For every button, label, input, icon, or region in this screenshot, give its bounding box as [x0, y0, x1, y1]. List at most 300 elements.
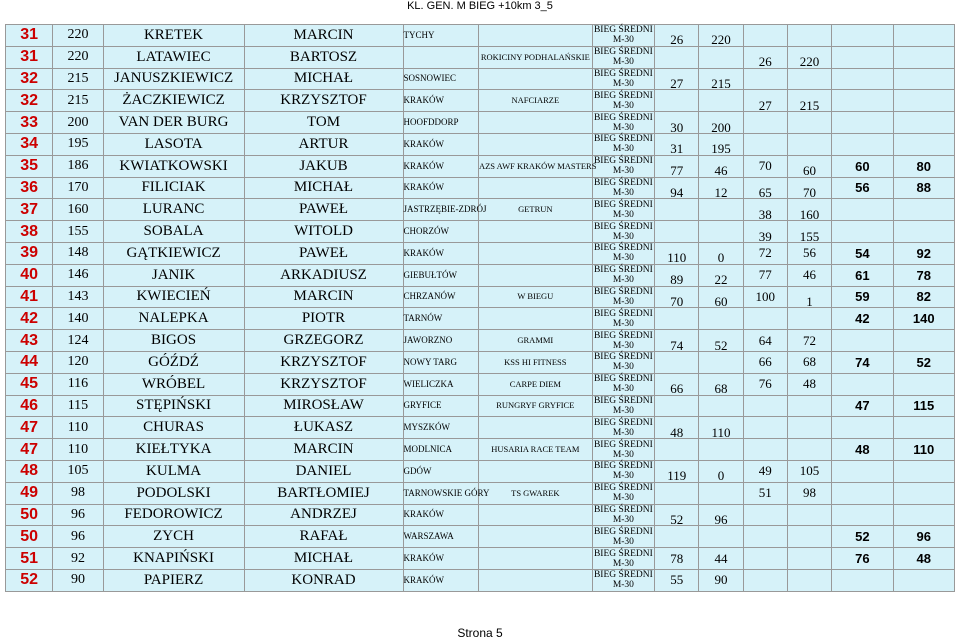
race-result-cell	[655, 25, 699, 47]
category-label: BIEG ŚREDNI	[593, 395, 653, 406]
race-result-cell-value: 60	[714, 293, 728, 309]
summary-cell-value: 76	[855, 551, 870, 567]
first-name-cell	[244, 330, 403, 352]
club-cell	[478, 417, 592, 439]
race-result-cell	[699, 373, 743, 395]
place-cell	[6, 482, 53, 504]
category-cell	[592, 548, 654, 570]
summary-cell	[832, 155, 893, 177]
category-sub: M-30	[612, 57, 634, 68]
points-cell-value: 220	[67, 49, 89, 65]
place-cell-value: 44	[20, 353, 39, 371]
first-name-cell-value: KRZYSZTOF	[280, 353, 367, 370]
category-label: BIEG ŚREDNI	[593, 374, 653, 385]
city-cell	[403, 439, 478, 461]
summary-cell-value: 52	[855, 529, 870, 545]
place-cell	[6, 569, 53, 591]
points-cell	[53, 417, 103, 439]
place-cell-value: 38	[20, 222, 39, 240]
summary-cell	[832, 526, 893, 548]
place-cell-value: 47	[20, 418, 39, 436]
points-cell-value: 200	[67, 114, 89, 130]
summary-cell	[893, 264, 954, 286]
first-name-cell-value: KRZYSZTOF	[280, 92, 367, 109]
points-cell	[53, 286, 103, 308]
place-cell-value: 39	[20, 244, 39, 262]
table-row	[6, 439, 955, 461]
race-result-cell	[699, 264, 743, 286]
last-name-cell	[103, 439, 244, 461]
category-cell	[592, 221, 654, 243]
points-cell-value: 146	[67, 267, 89, 283]
first-name-cell-value: WITOLD	[294, 223, 353, 240]
category-cell	[592, 504, 654, 526]
place-cell-value: 32	[20, 91, 39, 109]
points-cell-value: 143	[67, 288, 89, 304]
race-result-cell	[655, 221, 699, 243]
city-cell	[403, 68, 478, 90]
race-result-cell	[743, 177, 787, 199]
club-cell-value: CARPE DIEM	[509, 378, 561, 389]
category-label: BIEG ŚREDNI	[593, 68, 653, 79]
summary-cell	[832, 112, 893, 134]
race-result-cell	[787, 177, 831, 199]
first-name-cell-value: ARTUR	[298, 135, 349, 152]
points-cell	[53, 242, 103, 264]
race-result-cell-value: 78	[670, 550, 684, 566]
club-cell	[478, 395, 592, 417]
last-name-cell	[103, 46, 244, 68]
table-row	[6, 330, 955, 352]
city-cell-value: MYSZKÓW	[403, 422, 450, 433]
last-name-cell-value: JANUSZKIEWICZ	[113, 70, 234, 87]
points-cell	[53, 177, 103, 199]
last-name-cell-value: LURANC	[142, 201, 205, 218]
race-result-cell	[699, 526, 743, 548]
city-cell-value: CHORZÓW	[403, 226, 449, 237]
club-cell-value: KSS HI FITNESS	[504, 356, 567, 367]
last-name-cell	[103, 25, 244, 47]
summary-cell	[832, 25, 893, 47]
category-cell	[592, 351, 654, 373]
race-result-cell	[743, 112, 787, 134]
race-result-cell	[787, 199, 831, 221]
category-label: BIEG ŚREDNI	[593, 548, 653, 559]
race-result-cell	[787, 133, 831, 155]
city-cell	[403, 351, 478, 373]
points-cell-value: 155	[67, 223, 89, 239]
last-name-cell-value: KULMA	[146, 462, 202, 479]
place-cell	[6, 526, 53, 548]
club-cell-value: HUSARIA RACE TEAM	[491, 444, 580, 455]
table-row	[6, 90, 955, 112]
last-name-cell	[103, 504, 244, 526]
city-cell	[403, 25, 478, 47]
city-cell	[403, 482, 490, 504]
summary-cell	[893, 395, 954, 417]
race-result-cell-value: 31	[670, 141, 684, 157]
place-cell	[6, 46, 53, 68]
category-cell	[592, 286, 654, 308]
city-cell	[403, 112, 478, 134]
points-cell	[53, 548, 103, 570]
summary-cell-value: 110	[913, 442, 935, 458]
category-label: BIEG ŚREDNI	[593, 439, 653, 450]
race-result-cell	[787, 526, 831, 548]
race-result-cell-value: 77	[758, 267, 772, 283]
city-cell	[403, 330, 478, 352]
table-row	[6, 68, 955, 90]
last-name-cell	[103, 90, 244, 112]
table-row	[6, 221, 955, 243]
category-sub: M-30	[612, 427, 634, 438]
first-name-cell	[244, 112, 403, 134]
summary-cell-value: 80	[916, 158, 931, 174]
race-result-cell-value: 1	[806, 293, 813, 309]
club-cell	[478, 373, 592, 395]
race-result-cell	[655, 90, 699, 112]
summary-cell-value: 54	[855, 245, 870, 261]
last-name-cell-value: KNAPIŃSKI	[133, 550, 214, 567]
race-result-cell	[699, 242, 743, 264]
summary-cell	[893, 68, 954, 90]
first-name-cell	[244, 68, 403, 90]
race-result-cell	[699, 482, 743, 504]
first-name-cell-value: MICHAŁ	[293, 550, 354, 567]
table-row	[6, 286, 955, 308]
last-name-cell	[103, 133, 244, 155]
city-cell	[403, 46, 478, 68]
race-result-cell	[655, 417, 699, 439]
race-result-cell	[743, 308, 787, 330]
place-cell	[6, 417, 53, 439]
last-name-cell	[103, 373, 244, 395]
city-cell	[403, 417, 478, 439]
club-cell-value: ROKICINY PODHALAŃSKIE	[480, 51, 590, 62]
summary-cell	[893, 482, 954, 504]
club-cell-value: W BIEGU	[517, 291, 554, 302]
last-name-cell-value: LATAWIEC	[136, 48, 211, 65]
category-label: BIEG ŚREDNI	[593, 352, 653, 363]
first-name-cell	[244, 177, 403, 199]
points-cell	[53, 155, 103, 177]
last-name-cell	[103, 286, 244, 308]
race-result-cell	[699, 25, 743, 47]
last-name-cell-value: STĘPIŃSKI	[136, 397, 212, 414]
race-result-cell-value: 90	[714, 572, 728, 588]
points-cell-value: 96	[70, 506, 85, 522]
race-result-cell-value: 66	[758, 354, 772, 370]
club-cell-value: NAFCIARZE	[511, 95, 560, 106]
points-cell-value: 215	[67, 92, 89, 108]
first-name-cell-value: GRZEGORZ	[283, 332, 364, 349]
category-label: BIEG ŚREDNI	[593, 47, 653, 58]
category-sub: M-30	[612, 471, 634, 482]
category-sub: M-30	[612, 166, 634, 177]
summary-cell	[832, 68, 893, 90]
first-name-cell	[244, 90, 403, 112]
summary-cell	[832, 242, 893, 264]
category-cell	[592, 133, 654, 155]
city-cell-value: KRAKÓW	[403, 95, 444, 106]
club-cell-value: TS GWAREK	[511, 487, 560, 498]
city-cell-value: JASTRZĘBIE-ZDRÓJ	[403, 204, 487, 215]
race-result-cell-value: 55	[670, 572, 684, 588]
first-name-cell	[244, 133, 403, 155]
category-label: BIEG ŚREDNI	[593, 417, 653, 428]
category-sub: M-30	[612, 580, 634, 591]
summary-cell-value: 88	[916, 180, 931, 196]
race-result-cell	[699, 548, 743, 570]
race-result-cell	[743, 90, 787, 112]
race-result-cell	[787, 155, 831, 177]
race-result-cell	[743, 548, 787, 570]
club-cell-value: GRAMMI	[517, 335, 554, 346]
last-name-cell	[103, 221, 244, 243]
points-cell	[53, 68, 103, 90]
club-cell	[478, 46, 592, 68]
summary-cell	[893, 351, 954, 373]
place-cell-value: 45	[20, 375, 39, 393]
city-cell-value: KRAKÓW	[403, 138, 444, 149]
summary-cell-value: 52	[916, 354, 931, 370]
race-result-cell	[699, 439, 743, 461]
last-name-cell-value: KRETEK	[143, 26, 204, 43]
race-result-cell	[655, 68, 699, 90]
points-cell-value: 92	[70, 550, 85, 566]
race-result-cell	[699, 460, 743, 482]
city-cell-value: WARSZAWA	[403, 531, 454, 542]
race-result-cell	[699, 351, 743, 373]
category-label: BIEG ŚREDNI	[593, 504, 653, 515]
place-cell	[6, 286, 53, 308]
table-row	[6, 482, 955, 504]
first-name-cell	[244, 460, 403, 482]
summary-cell	[832, 133, 893, 155]
first-name-cell-value: MARCIN	[293, 26, 354, 43]
first-name-cell	[244, 482, 403, 504]
category-sub: M-30	[612, 78, 634, 89]
table-row	[6, 133, 955, 155]
points-cell-value: 116	[67, 376, 89, 392]
race-result-cell-value: 76	[758, 376, 772, 392]
category-sub: M-30	[612, 231, 634, 242]
last-name-cell	[103, 351, 244, 373]
race-result-cell	[655, 569, 699, 591]
summary-cell	[893, 133, 954, 155]
points-cell	[53, 112, 103, 134]
table-row	[6, 177, 955, 199]
race-result-cell	[787, 221, 831, 243]
category-sub: M-30	[612, 405, 634, 416]
category-sub: M-30	[612, 493, 634, 504]
category-cell	[592, 308, 654, 330]
race-result-cell-value: 68	[714, 381, 728, 397]
points-cell	[53, 25, 103, 47]
place-cell-value: 33	[20, 113, 39, 131]
table-row	[6, 155, 955, 177]
place-cell	[6, 90, 53, 112]
table-row	[6, 242, 955, 264]
category-cell	[592, 112, 654, 134]
race-result-cell-value: 51	[758, 485, 772, 501]
club-cell	[478, 286, 592, 308]
summary-cell	[893, 221, 954, 243]
summary-cell	[893, 460, 954, 482]
race-result-cell	[655, 286, 699, 308]
last-name-cell	[103, 417, 244, 439]
race-result-cell	[787, 112, 831, 134]
race-result-cell	[655, 177, 699, 199]
race-result-cell-value: 52	[714, 337, 728, 353]
race-result-cell-value: 27	[670, 75, 684, 91]
place-cell	[6, 25, 53, 47]
summary-cell	[893, 504, 954, 526]
place-cell	[6, 112, 53, 134]
summary-cell	[893, 439, 954, 461]
race-result-cell	[787, 439, 831, 461]
city-cell	[403, 177, 478, 199]
last-name-cell-value: GÓŹDŹ	[148, 353, 199, 370]
first-name-cell-value: MARCIN	[293, 441, 354, 458]
category-label: BIEG ŚREDNI	[593, 265, 653, 276]
race-result-cell	[743, 46, 787, 68]
points-cell	[53, 351, 103, 373]
first-name-cell-value: ARKADIUSZ	[280, 266, 367, 283]
race-result-cell	[743, 417, 787, 439]
place-cell	[6, 351, 53, 373]
first-name-cell	[244, 351, 403, 373]
first-name-cell-value: MICHAŁ	[293, 179, 354, 196]
city-cell	[403, 373, 478, 395]
category-cell	[592, 526, 654, 548]
race-result-cell-value: 96	[714, 511, 728, 527]
summary-cell	[893, 308, 954, 330]
summary-cell	[832, 460, 893, 482]
race-result-cell-value: 195	[711, 141, 731, 157]
points-cell-value: 124	[67, 332, 89, 348]
race-result-cell-value: 220	[711, 32, 731, 48]
category-cell	[592, 439, 654, 461]
place-cell	[6, 460, 53, 482]
club-cell	[478, 308, 592, 330]
first-name-cell	[244, 308, 403, 330]
category-sub: M-30	[612, 514, 634, 525]
club-cell	[478, 199, 592, 221]
category-sub: M-30	[612, 253, 634, 264]
category-cell	[592, 373, 654, 395]
race-result-cell	[743, 373, 787, 395]
place-cell-value: 50	[20, 505, 39, 523]
race-result-cell	[743, 526, 787, 548]
place-cell-value: 47	[20, 440, 39, 458]
category-cell	[592, 417, 654, 439]
race-result-cell-value: 70	[758, 158, 772, 174]
first-name-cell-value: MIROSŁAW	[283, 397, 364, 414]
race-result-cell	[699, 417, 743, 439]
category-sub: M-30	[612, 187, 634, 198]
city-cell-value: GRYFICE	[403, 400, 442, 411]
place-cell	[6, 504, 53, 526]
city-cell-value: KRAKÓW	[403, 247, 444, 258]
race-result-cell	[655, 112, 699, 134]
club-cell	[478, 504, 592, 526]
club-cell	[478, 548, 592, 570]
race-result-cell-value: 105	[799, 463, 820, 479]
last-name-cell-value: WRÓBEL	[141, 375, 206, 392]
category-sub: M-30	[612, 100, 634, 111]
summary-cell	[832, 439, 893, 461]
table-row	[6, 308, 955, 330]
last-name-cell-value: LASOTA	[144, 135, 203, 152]
page-title: KL. GEN. M BIEG +10km 3_5	[407, 0, 553, 12]
summary-cell	[832, 308, 893, 330]
points-cell	[53, 373, 103, 395]
points-cell	[53, 90, 103, 112]
place-cell-value: 50	[20, 527, 39, 545]
club-cell	[478, 68, 592, 90]
city-cell-value: CHRZANÓW	[403, 291, 456, 302]
category-sub: M-30	[612, 362, 634, 373]
category-cell	[592, 25, 654, 47]
city-cell-value: KRAKÓW	[403, 182, 444, 193]
place-cell-value: 40	[20, 266, 39, 284]
points-cell-value: 160	[67, 201, 89, 217]
table-row	[6, 526, 955, 548]
first-name-cell-value: JAKUB	[299, 157, 348, 174]
summary-cell	[893, 155, 954, 177]
last-name-cell	[103, 155, 244, 177]
first-name-cell	[244, 199, 403, 221]
race-result-cell	[743, 133, 787, 155]
race-result-cell	[743, 504, 787, 526]
summary-cell	[893, 242, 954, 264]
summary-cell	[832, 330, 893, 352]
category-label: BIEG ŚREDNI	[593, 526, 653, 537]
summary-cell	[832, 90, 893, 112]
points-cell-value: 170	[67, 179, 89, 195]
place-cell-value: 37	[20, 200, 39, 218]
first-name-cell-value: RAFAŁ	[299, 528, 348, 545]
points-cell	[53, 395, 103, 417]
last-name-cell-value: PAPIERZ	[143, 571, 204, 588]
city-cell-value: WIELICZKA	[403, 378, 454, 389]
race-result-cell-value: 12	[714, 184, 728, 200]
race-result-cell	[743, 221, 787, 243]
race-result-cell	[787, 308, 831, 330]
summary-cell	[832, 395, 893, 417]
points-cell-value: 96	[70, 528, 85, 544]
place-cell	[6, 330, 53, 352]
last-name-cell-value: BIGOS	[151, 332, 197, 349]
points-cell-value: 110	[67, 419, 89, 435]
summary-cell-value: 115	[913, 398, 935, 414]
race-result-cell	[699, 46, 743, 68]
city-cell-value: NOWY TARG	[403, 356, 458, 367]
category-label: BIEG ŚREDNI	[593, 330, 653, 341]
race-result-cell	[787, 90, 831, 112]
last-name-cell	[103, 177, 244, 199]
place-cell	[6, 373, 53, 395]
last-name-cell-value: SOBALA	[143, 223, 204, 240]
race-result-cell-value: 66	[670, 381, 684, 397]
city-cell	[403, 526, 478, 548]
race-result-cell	[787, 417, 831, 439]
category-sub: M-30	[612, 275, 634, 286]
place-cell-value: 31	[20, 48, 39, 66]
summary-cell	[832, 286, 893, 308]
city-cell-value: TARNÓW	[403, 313, 443, 324]
